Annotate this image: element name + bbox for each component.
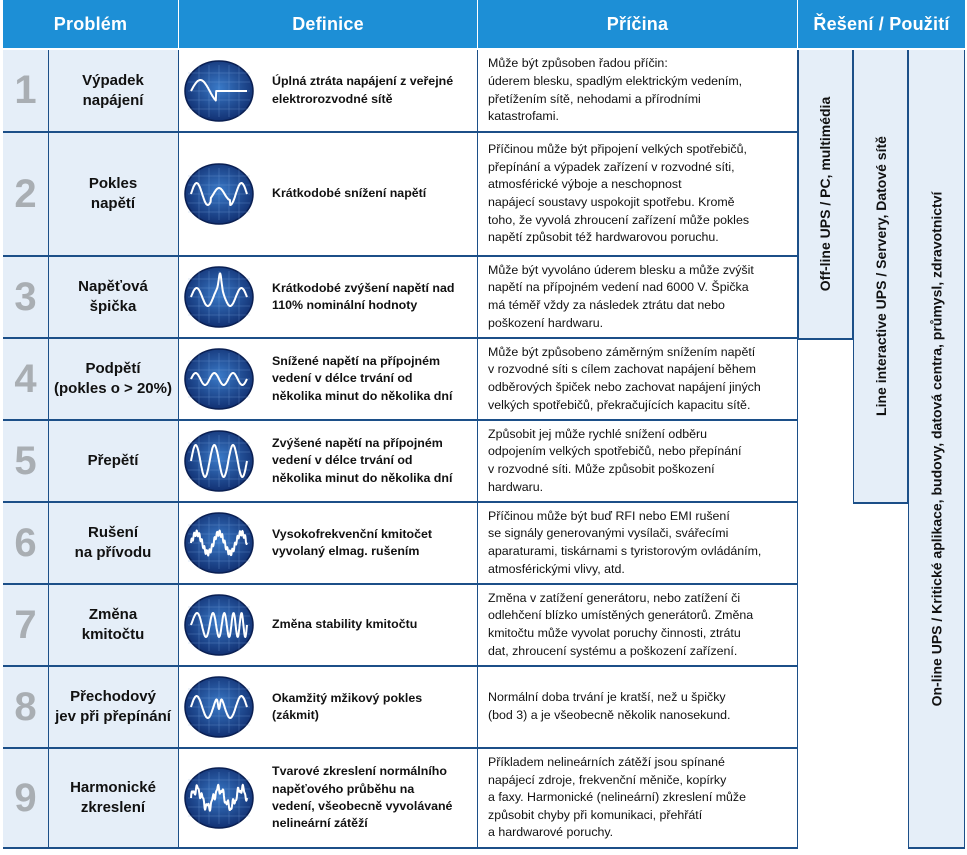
row-6-icon-cell	[178, 503, 260, 583]
row-3-cause: Může být vyvoláno úderem blesku a může zvýšit napětí na přípojném vedení nad 6000 V. Špička má téměř vždy za následek ztrátu dat nebo poškození hardwaru.	[478, 257, 797, 337]
row-8-number: 8	[3, 667, 48, 747]
header-cause-label: Příčina	[606, 13, 669, 34]
row-6-number: 6	[3, 503, 48, 583]
row-2-problem: Pokles napětí	[48, 133, 178, 255]
voltage-sag-wave-icon	[183, 162, 255, 226]
header-problem	[3, 0, 178, 48]
harmonic-distortion-wave-icon	[183, 766, 255, 830]
power-failure-wave-icon	[183, 59, 255, 123]
row-4-cause: Může být způsobeno záměrným snížením napětí v rozvodné síti s cílem zachovat napájení během odběrových špiček nebo zachovat napájení jiných velkých spotřebičů, překračujících kapacitu sítě.	[478, 339, 797, 419]
line-noise-wave-icon	[183, 511, 255, 575]
solution-line-interactive-label: Line interactive UPS / Servery, Datové sítě	[872, 136, 889, 416]
row-3-problem: Napěťová špička	[48, 257, 178, 337]
undervoltage-wave-icon	[183, 347, 255, 411]
row-6-problem: Rušení na přívodu	[48, 503, 178, 583]
column-divider-2	[178, 50, 179, 849]
header-solution-label: Řešení / Použití	[813, 13, 950, 34]
row-3-definition: Krátkodobé zvýšení napětí nad 110% nominální hodnoty	[260, 257, 478, 337]
row-9-icon-cell	[178, 749, 260, 847]
row-1-cause: Může být způsoben řadou příčin: úderem blesku, spadlým elektrickým vedením, přetížením sítě, nehodami a přírodními katastrofami.	[478, 50, 797, 131]
row-1-definition: Úplná ztráta napájení z veřejné elektrorozvodné sítě	[260, 50, 478, 131]
solution-offline-label: Off-line UPS / PC, multimédia	[817, 96, 834, 292]
row-4-problem: Podpětí (pokles o > 20%)	[48, 339, 178, 419]
row-5-number: 5	[3, 421, 48, 501]
row-5-icon-cell	[178, 421, 260, 501]
solution-online-label: On-line UPS / Kritické aplikace, budovy, datová centra, průmysl, zdravotnictví	[928, 191, 945, 707]
row-8-problem: Přechodový jev při přepínání	[48, 667, 178, 747]
header-definition	[179, 0, 477, 48]
row-1-problem: Výpadek napájení	[48, 50, 178, 131]
header-definition-label: Definice	[292, 13, 364, 34]
voltage-spike-wave-icon	[183, 265, 255, 329]
solution-online-bottom-rule	[908, 847, 965, 849]
row-8-icon-cell	[178, 667, 260, 747]
column-divider-3	[477, 50, 478, 849]
solution-offline	[798, 50, 853, 338]
row-4-number: 4	[3, 339, 48, 419]
row-3-number: 3	[3, 257, 48, 337]
row-3-icon-cell	[178, 257, 260, 337]
row-4-definition: Snížené napětí na přípojném vedení v délce trvání od několika minut do několika dní	[260, 339, 478, 419]
solution-line-interactive	[853, 50, 908, 502]
solution-line-interactive-bottom-rule	[853, 502, 908, 504]
row-7-cause: Změna v zatížení generátoru, nebo zatížení či odlehčení blízko umístěných generátorů. Změna kmitočtu může vyvolat poruchy činnosti, ztrátu dat, zhroucení systému a poškození zařízení.	[478, 585, 797, 665]
row-2-icon-cell	[178, 133, 260, 255]
row-4-icon-cell	[178, 339, 260, 419]
row-6-definition: Vysokofrekvenční kmitočet vyvolaný elmag. rušením	[260, 503, 478, 583]
row-9-cause: Příkladem nelineárních zátěží jsou spínané napájecí zdroje, frekvenční měniče, kopírky a faxy. Harmonické (nelineární) zkreslení může způsobit chyby při komunikaci, přehřátí a hardwarové poruchy.	[478, 749, 797, 847]
row-5-definition: Zvýšené napětí na přípojném vedení v délce trvání od několika minut do několika dní	[260, 421, 478, 501]
frequency-variation-wave-icon	[183, 593, 255, 657]
overvoltage-wave-icon	[183, 429, 255, 493]
row-5-cause: Způsobit jej může rychlé snížení odběru odpojením velkých spotřebičů, nebo přepínání v rozvodné síti. Může způsobit poškození hardwaru.	[478, 421, 797, 501]
header-problem-label: Problém	[53, 13, 128, 34]
header-solution	[798, 0, 965, 48]
row-7-number: 7	[3, 585, 48, 665]
row-2-number: 2	[3, 133, 48, 255]
row-9-bottom-rule	[3, 847, 797, 849]
row-2-definition: Krátkodobé snížení napětí	[260, 133, 478, 255]
row-9-definition: Tvarové zkreslení normálního napěťového průběhu na vedení, všeobecně vyvolávané nelineární zátěží	[260, 749, 478, 847]
row-8-cause: Normální doba trvání je kratší, než u špičky (bod 3) a je všeobecně několik nanosekund.	[478, 667, 797, 747]
row-8-definition: Okamžitý mžikový pokles (zákmit)	[260, 667, 478, 747]
row-7-problem: Změna kmitočtu	[48, 585, 178, 665]
row-1-icon-cell	[178, 50, 260, 131]
row-9-problem: Harmonické zkreslení	[48, 749, 178, 847]
row-7-definition: Změna stability kmitočtu	[260, 585, 478, 665]
row-9-number: 9	[3, 749, 48, 847]
row-1-number: 1	[3, 50, 48, 131]
row-5-problem: Přepětí	[48, 421, 178, 501]
column-divider-1	[48, 50, 49, 849]
header-cause	[478, 0, 797, 48]
row-2-cause: Příčinou může být připojení velkých spotřebičů, přepínání a výpadek zařízení v rozvodné síti, atmosférické výboje a neschopnost napájecí soustavy uspokojit spotřebu. Kromě toho, že vyvolá zhroucení zařízení může pokles napětí způsobit též hardwarovou poruchu.	[478, 133, 797, 255]
solution-offline-bottom-rule	[798, 338, 853, 340]
switching-transient-wave-icon	[183, 675, 255, 739]
solution-online	[908, 50, 965, 848]
row-6-cause: Příčinou může být buď RFI nebo EMI rušení se signály generovanými vysílači, svářecími aparaturami, tiskárnami s tyristorovým ovládáním, atmosférickými vlivy, atd.	[478, 503, 797, 583]
row-7-icon-cell	[178, 585, 260, 665]
